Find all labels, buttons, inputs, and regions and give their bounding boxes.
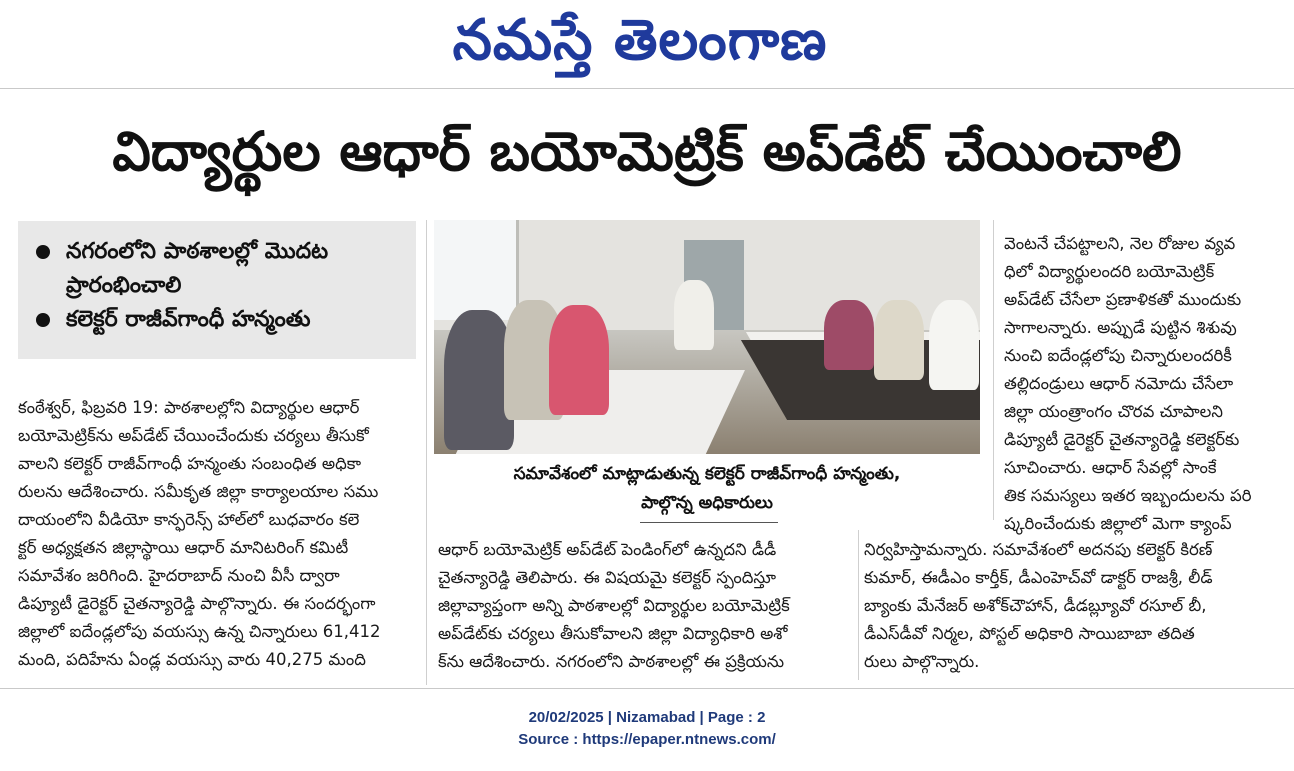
bullet-icon (36, 313, 50, 327)
text-line: తిక సమస్యలు ఇతర ఇబ్బందులను పరి (1004, 486, 1252, 505)
text-line: ష్కరించేందుకు జిల్లాలో మెగా క్యాంప్ (1004, 514, 1232, 533)
text-line: జిల్లావ్యాప్తంగా అన్ని పాఠశాలల్లో విద్యార్థుల బయోమెట్రిక్ (438, 596, 790, 615)
text-line: వాలని కలెక్టర్ రాజీవ్‌గాంధీ హన్మంతు సంబంధిత అధికా (18, 454, 362, 473)
caption-underline (640, 522, 778, 523)
footer-divider (0, 688, 1294, 689)
highlight-text: ప్రారంభించాలి (66, 273, 182, 298)
text-line: తల్లిదండ్రులు ఆధార్ నమోదు చేసేలా (1004, 374, 1234, 393)
text-line: జిల్లా యంత్రాంగం చొరవ చూపాలని (1004, 402, 1223, 421)
text-line: క్టర్ అధ్యక్షతన జిల్లాస్థాయి ఆధార్ మానిటరింగ్ కమిటీ (18, 538, 349, 557)
text-line: నిర్వహిస్తామన్నారు. సమావేశంలో అదనపు కలెక్టర్ కిరణ్ (864, 540, 1213, 559)
text-line: బ్యాంకు మేనేజర్ అశోక్‌చౌహాన్, డీడబ్ల్యూవో రసూల్ బీ, (864, 596, 1207, 615)
column-divider (993, 220, 994, 520)
masthead-divider (0, 88, 1294, 89)
text-line: డిప్యూటీ డైరెక్టర్ చైతన్యారెడ్డి కలెక్టర్‌కు (1004, 430, 1240, 449)
page-footer (0, 707, 1294, 751)
text-line: క్‌ను ఆదేశించారు. నగరంలోని పాఠశాలల్లో ఈ ప్రక్రియను (438, 652, 785, 671)
source-link[interactable]: Source : https://epaper.ntnews.com/ (518, 731, 776, 748)
article-column-1 (18, 394, 418, 674)
text-line: బయోమెట్రిక్‌ను అప్‌డేట్ చేయించేందుకు చర్యలు తీసుకో (18, 426, 369, 445)
text-line: సాగాలన్నారు. అప్పుడే పుట్టిన శిశువు (1004, 318, 1237, 337)
highlight-item (36, 235, 406, 303)
text-line: మంది, పదిహేను ఏండ్ల వయస్సు వారు 40,275 మంది (18, 650, 366, 669)
highlight-item (36, 303, 406, 337)
article-headline: విద్యార్థుల ఆధార్ బయోమెట్రిక్ అప్‌డేట్ చేయించాలి (112, 120, 1182, 183)
column-divider (858, 530, 859, 680)
text-line: వెంటనే చేపట్టాలని, నెల రోజుల వ్యవ (1004, 234, 1236, 253)
caption-line: పాల్గొన్న అధికారులు (641, 493, 773, 513)
column-divider (426, 220, 427, 685)
text-line: అప్‌డేట్‌కు చర్యలు తీసుకోవాలని జిల్లా విద్యాధికారి అశో (438, 624, 788, 643)
article-column-3 (1004, 230, 1276, 538)
bullet-icon (36, 245, 50, 259)
article-column-2 (438, 536, 856, 676)
text-line: చైతన్యారెడ్డి తెలిపారు. ఈ విషయమై కలెక్టర్ స్పందిస్తూ (438, 568, 777, 587)
highlights-box (18, 221, 416, 359)
article-column-4 (864, 536, 1276, 676)
meeting-photo (434, 220, 980, 454)
photo-caption (434, 460, 980, 518)
text-line: కంఠేశ్వర్, ఫిబ్రవరి 19: పాఠశాలల్లోని విద్యార్థుల ఆధార్ (18, 398, 360, 417)
text-line: రులు పాల్గొన్నారు. (864, 652, 980, 671)
text-line: డీఎస్‌డీవో నిర్మల, పోస్టల్ అధికారి సాయిబాబా తదిత (864, 624, 1195, 643)
text-line: రులను ఆదేశించారు. సమీకృత జిల్లా కార్యాలయాల సము (18, 482, 379, 501)
text-line: నుంచి ఐదేండ్లలోపు చిన్నారులందరికీ (1004, 346, 1232, 365)
newspaper-masthead: నమస్తే తెలంగాణ (452, 8, 828, 73)
edition-info: 20/02/2025 | Nizamabad | Page : 2 (528, 709, 766, 726)
text-line: అప్‌డేట్ చేసేలా ప్రణాళికతో ముందుకు (1004, 290, 1242, 309)
highlight-text: నగరంలోని పాఠశాలల్లో మొదట (66, 239, 329, 264)
text-line: కుమార్, ఈడీఎం కార్తీక్, డీఎంహెచ్‌వో డాక్టర్ రాజశ్రీ, లీడ్ (864, 568, 1213, 587)
text-line: ఆధార్ బయోమెట్రిక్ అప్‌డేట్ పెండింగ్‌లో ఉన్నదని డీడీ (438, 540, 777, 559)
text-line: ధిలో విద్యార్థులందరి బయోమెట్రిక్ (1004, 262, 1215, 281)
text-line: సమావేశం జరిగింది. హైదరాబాద్ నుంచి వీసీ ద్వారా (18, 566, 340, 585)
text-line: దాయంలోని వీడియో కాన్ఫరెన్స్ హాల్‌లో బుధవారం కలె (18, 510, 360, 529)
highlight-text: కలెక్టర్ రాజీవ్‌గాంధీ హన్మంతు (66, 307, 311, 332)
text-line: జిల్లాలో ఐదేండ్లలోపు వయస్సు ఉన్న చిన్నారులు 61,412 (18, 622, 381, 641)
text-line: సూచించారు. ఆధార్ సేవల్లో సాంకే (1004, 458, 1217, 477)
caption-line: సమావేశంలో మాట్లాడుతున్న కలెక్టర్ రాజీవ్‌గాంధీ హన్మంతు, (513, 464, 901, 484)
text-line: డిప్యూటీ డైరెక్టర్ చైతన్యారెడ్డి పాల్గొన్నారు. ఈ సందర్భంగా (18, 594, 376, 613)
